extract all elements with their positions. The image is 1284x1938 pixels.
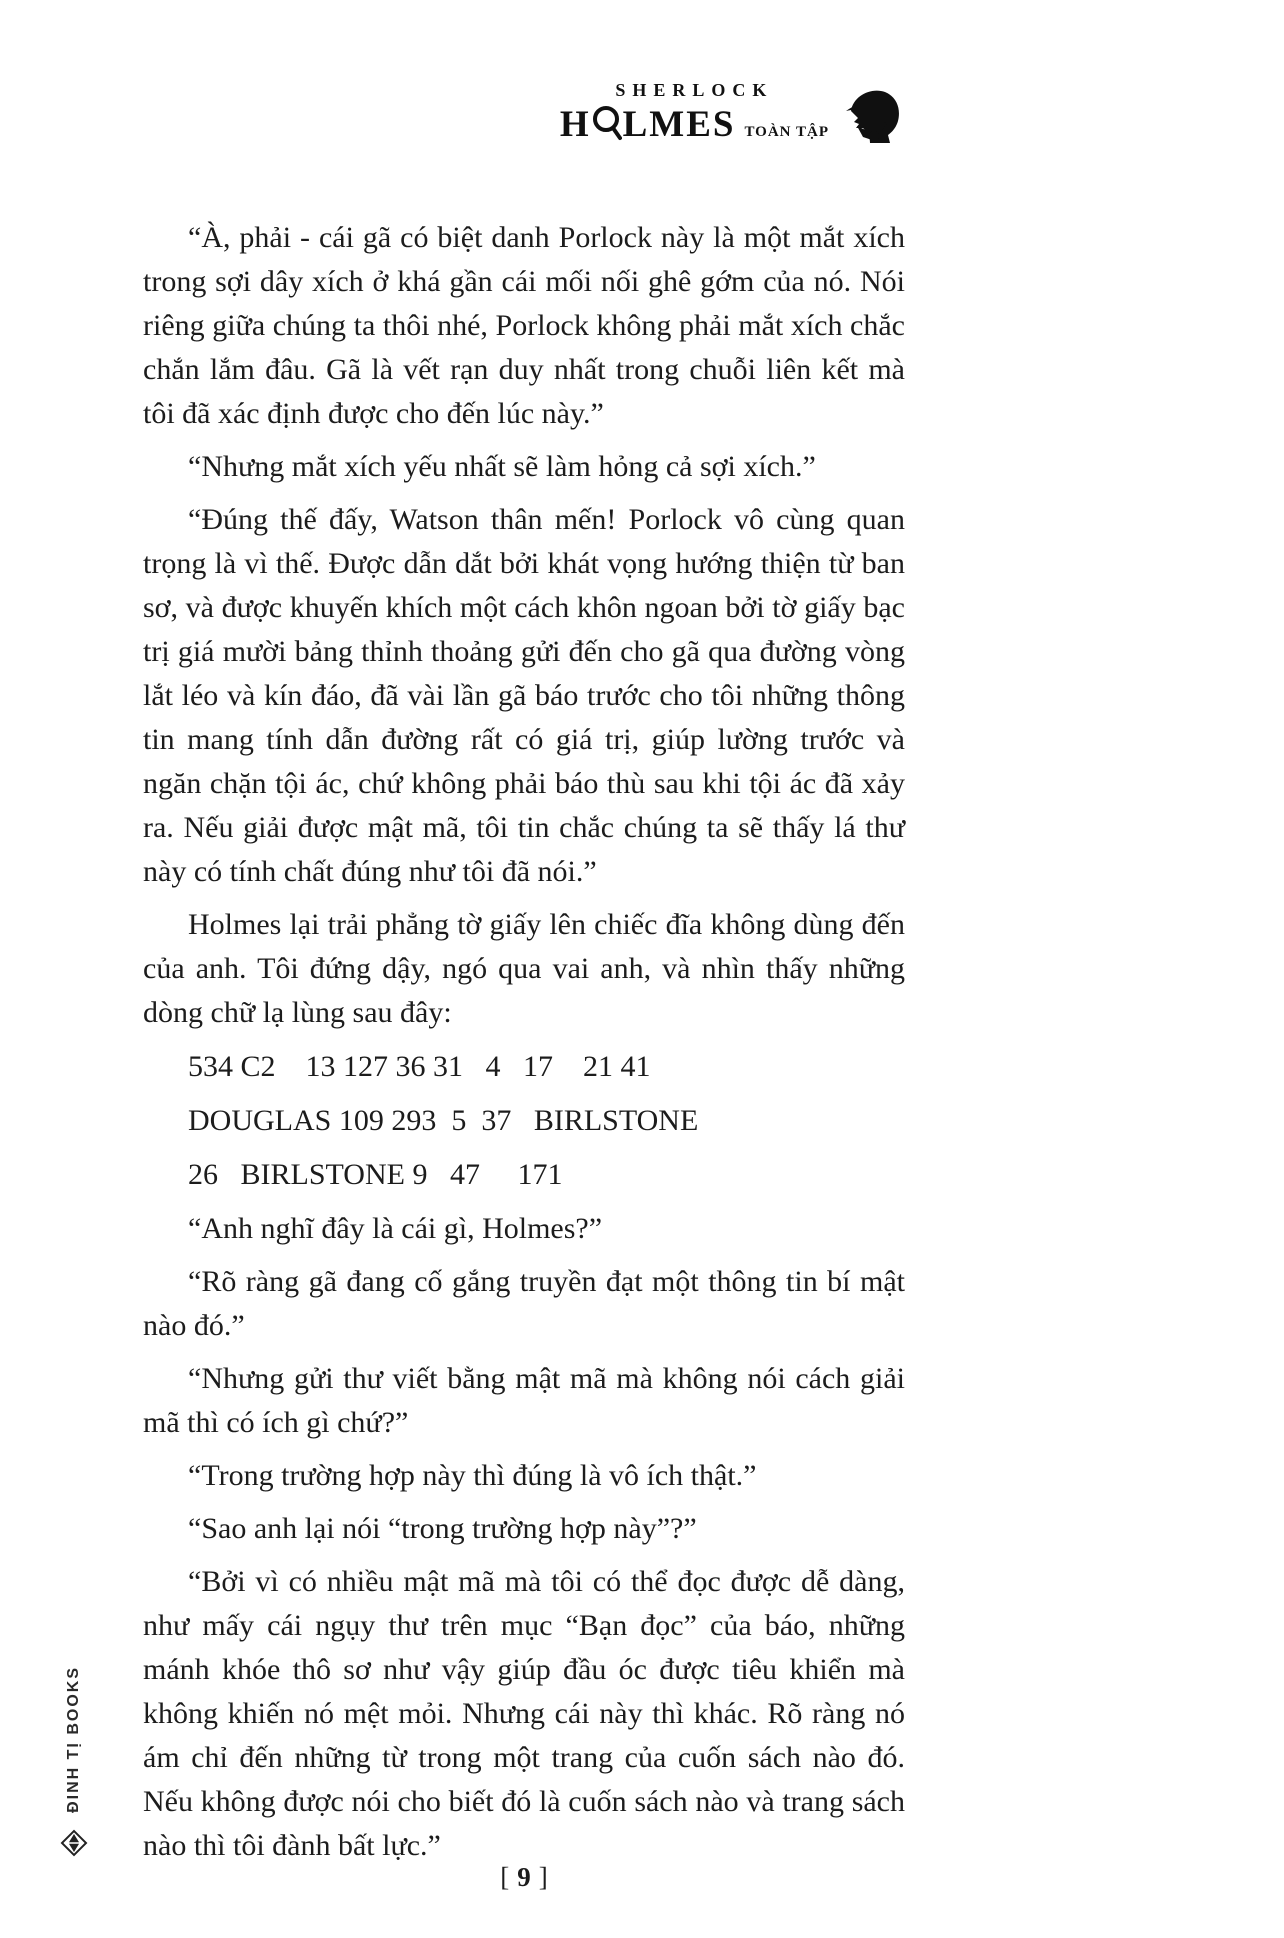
diamond-logo-icon xyxy=(56,1825,92,1870)
paragraph: “Đúng thế đấy, Watson thân mến! Porlock vô cùng quan trọng là vì thế. Được dẫn dắt bởi khát vọng hướng thiện từ ban sơ, và được khuyến khích một cách khôn ngoan bởi tờ giấy bạc trị giá mười bảng thỉnh thoảng gửi đến cho gã qua đường vòng lắt léo và kín đáo, đã vài lần gã báo trước cho tôi những thông tin mang tính dẫn đường rất có giá trị, giúp lường trước và ngăn chặn tội ác, chứ không phải báo thù sau khi tội ác đã xảy ra. Nếu giải được mật mã, tôi tin chắc chúng ta sẽ thấy lá thư này có tính chất đúng như tôi đã nói.” xyxy=(143,503,905,888)
paragraph: “Rõ ràng gã đang cố gắng truyền đạt một thông tin bí mật nào đó.” xyxy=(143,1265,905,1342)
paragraph: “Nhưng mắt xích yếu nhất sẽ làm hỏng cả sợi xích.” xyxy=(188,450,816,483)
brand-title-suffix: LMES xyxy=(622,104,736,145)
cipher-line: 26 BIRLSTONE 9 47 171 xyxy=(188,1158,563,1191)
header-brand xyxy=(560,80,905,146)
page-number-bracket-right: ] xyxy=(538,1862,548,1892)
magnifier-icon xyxy=(592,105,622,148)
paragraph: Holmes lại trải phẳng tờ giấy lên chiếc đĩa không dùng đến của anh. Tôi đứng dậy, ngó qua vai anh, và nhìn thấy những dòng chữ lạ lùng sau đây: xyxy=(143,908,905,1029)
brand-text xyxy=(560,80,829,146)
brand-title-prefix: H xyxy=(559,104,591,145)
paragraph: “Trong trường hợp này thì đúng là vô ích thật.” xyxy=(188,1459,757,1492)
cipher-line: DOUGLAS 109 293 5 37 BIRLSTONE xyxy=(188,1104,699,1137)
paragraph: “Bởi vì có nhiều mật mã mà tôi có thể đọc được dễ dàng, như mấy cái ngụy thư trên mục “Bạn đọc” của báo, những mánh khóe thô sơ như vậy giúp đầu óc được tiêu khiển mà không khiến nó mệt mỏi. Nhưng cái này thì khác. Rõ ràng nó ám chỉ đến những từ trong một trang của cuốn sách nào đó. Nếu không được nói cho biết đó là cuốn sách nào và trang sách nào thì tôi đành bất lực.” xyxy=(143,1565,905,1862)
brand-title xyxy=(560,103,736,146)
publisher-name: ĐINH TỊ BOOKS xyxy=(65,1666,82,1813)
page-number: 9 xyxy=(517,1862,531,1892)
holmes-silhouette-icon xyxy=(843,84,905,149)
page-number-bracket-left: [ xyxy=(500,1862,510,1892)
publisher-spine xyxy=(52,1666,96,1870)
paragraph: “À, phải - cái gã có biệt danh Porlock này là một mắt xích trong sợi dây xích ở khá gần cái mối nối ghê gớm của nó. Nói riêng giữa chúng ta thôi nhé, Porlock không phải mắt xích chắc chắn lắm đâu. Gã là vết rạn duy nhất trong chuỗi liên kết mà tôi đã xác định được cho đến lúc này.” xyxy=(143,221,905,430)
page-body xyxy=(143,216,905,1877)
paragraph: “Sao anh lại nói “trong trường hợp này”?” xyxy=(188,1512,697,1545)
page-footer xyxy=(143,1862,905,1893)
cipher-line: 534 C2 13 127 36 31 4 17 21 41 xyxy=(188,1050,651,1083)
paragraph: “Anh nghĩ đây là cái gì, Holmes?” xyxy=(188,1212,603,1245)
brand-tagline: TOÀN TẬP xyxy=(744,124,829,140)
paragraph: “Nhưng gửi thư viết bằng mật mã mà không nói cách giải mã thì có ích gì chứ?” xyxy=(143,1362,905,1439)
brand-series-label: SHERLOCK xyxy=(615,80,774,100)
